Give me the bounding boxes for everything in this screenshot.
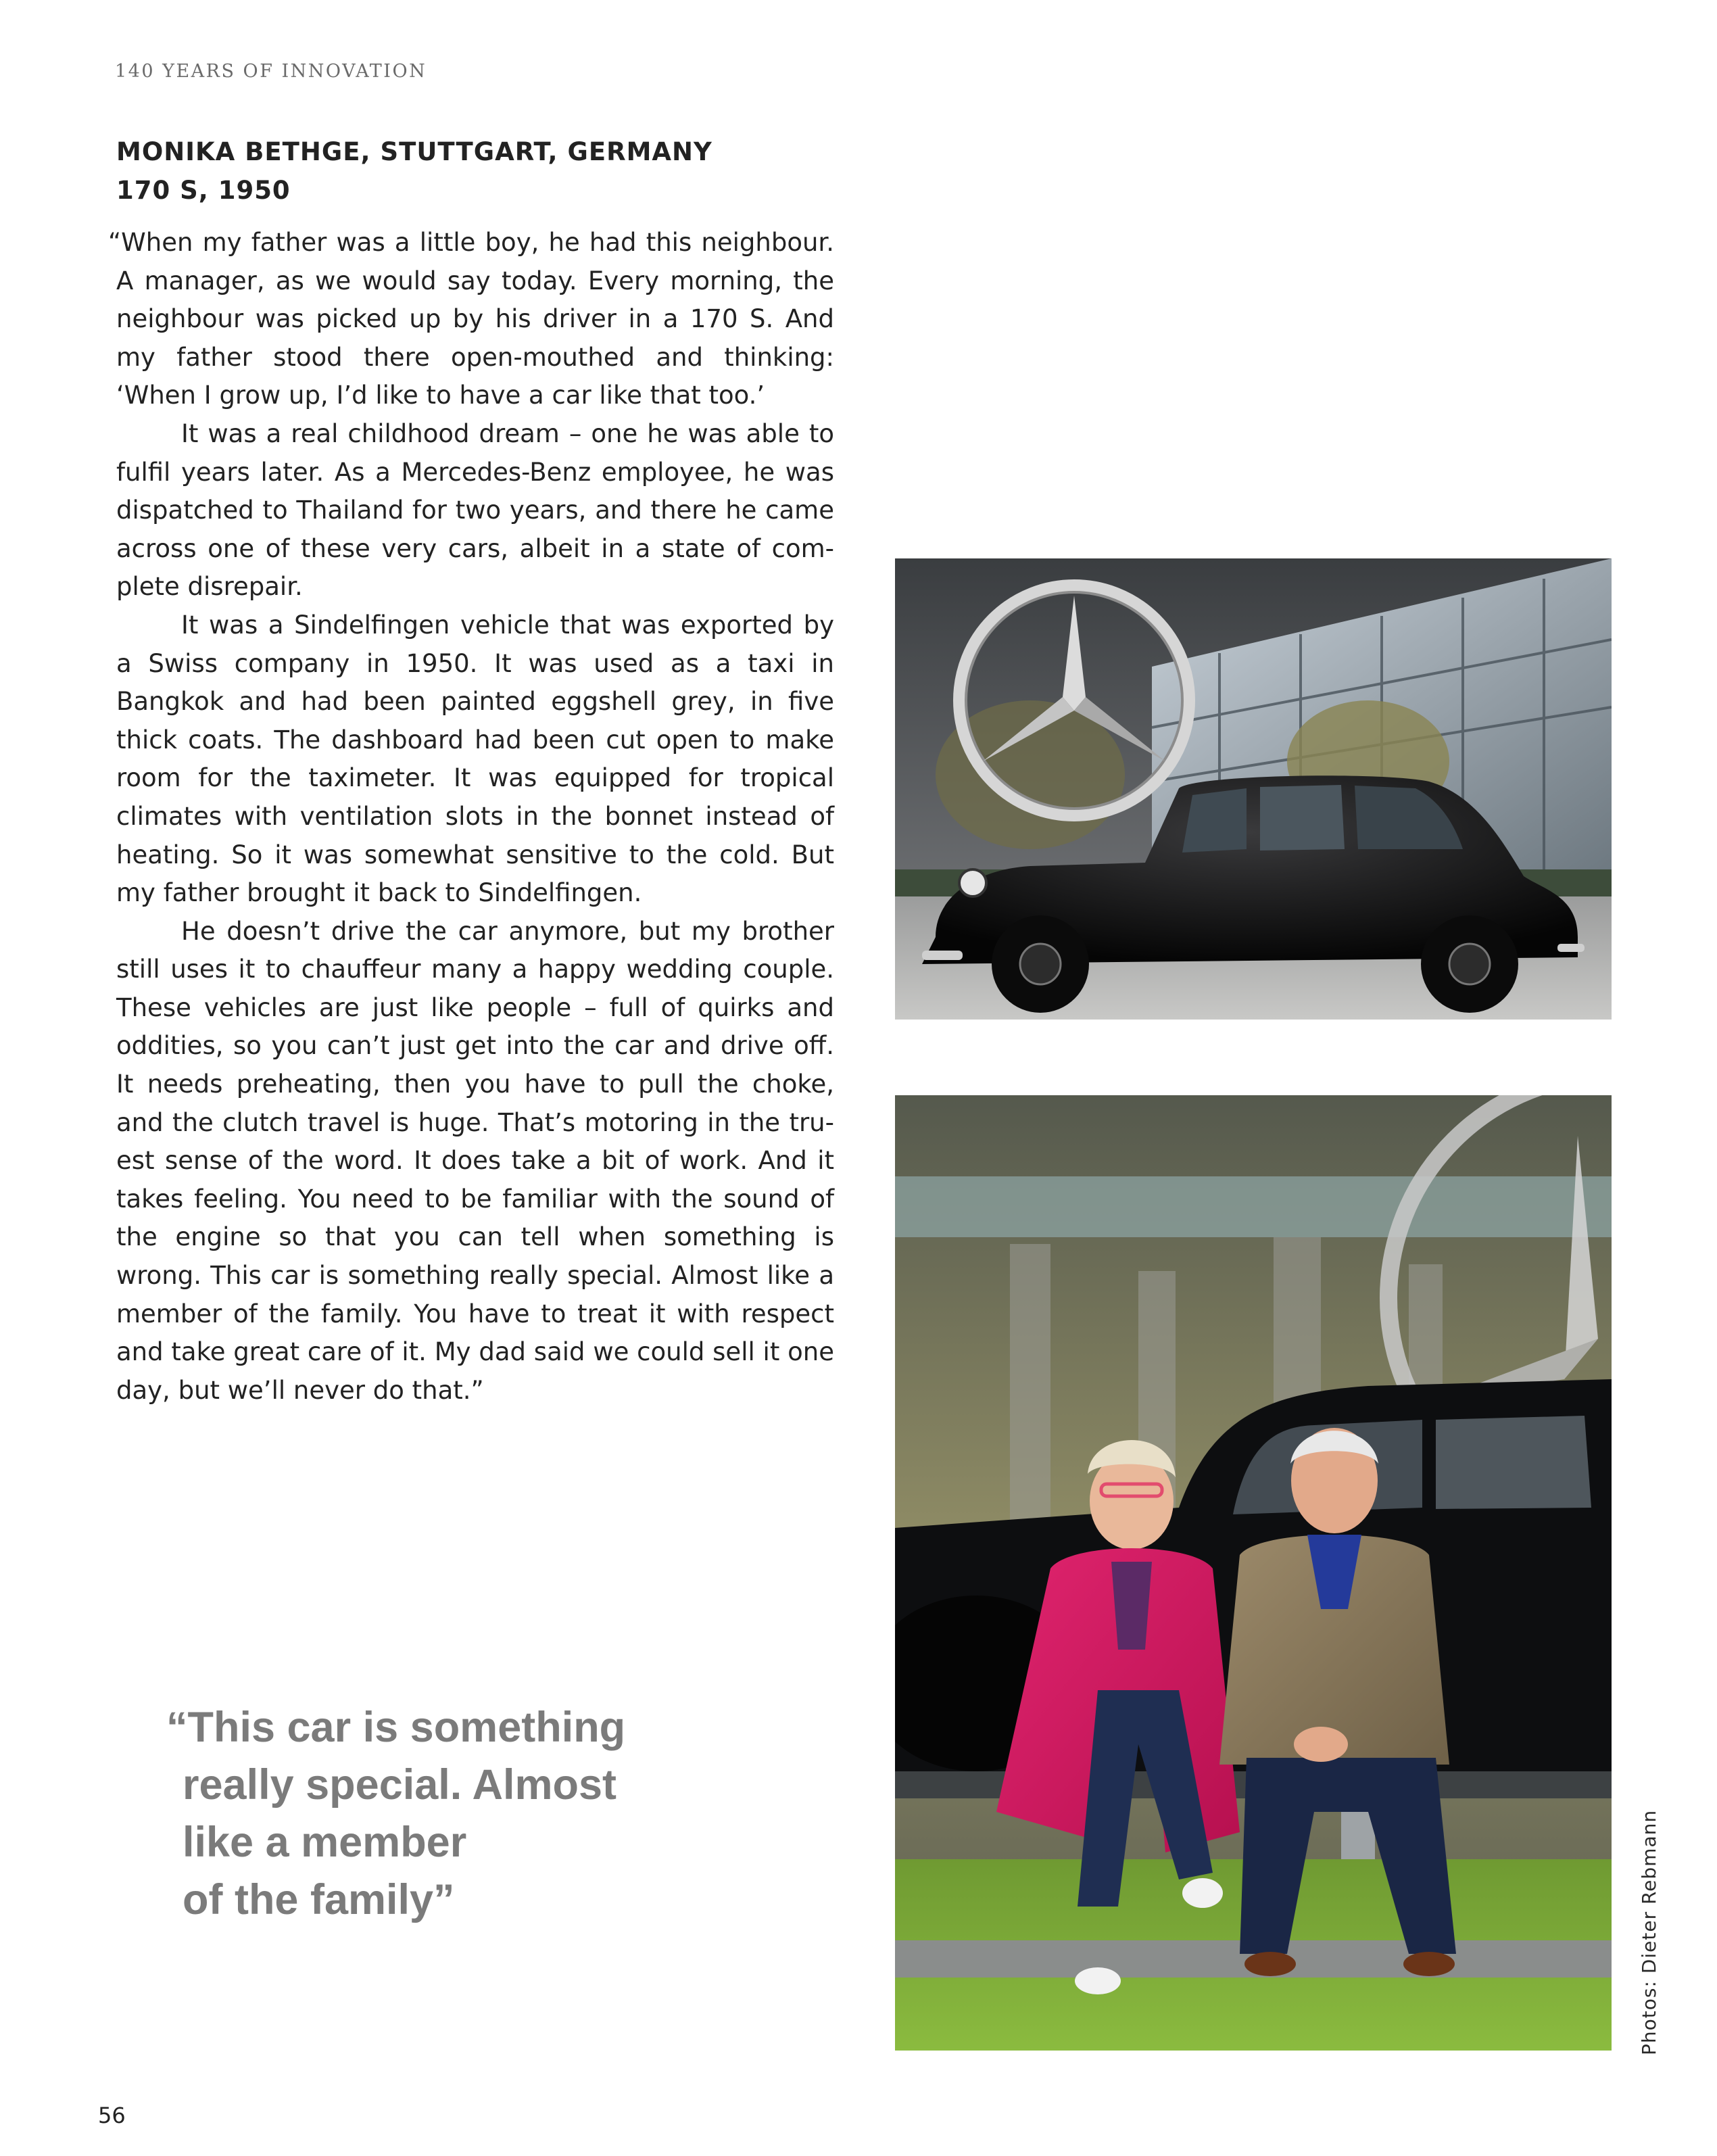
pull-quote xyxy=(166,1699,748,1929)
pull-quote-line: “This car is something xyxy=(166,1704,626,1751)
photo-credit: Photos: Dieter Rebmann xyxy=(1638,1809,1660,2055)
body-paragraph: It was a real childhood dream – one he was able to fulfil years later. As a Mercedes-Benz employee, he was dispatched to Thailand for two years, and there he came across one of these very cars, albeit in a state of complete disrepair. xyxy=(116,418,834,602)
running-head: 140 YEARS OF INNOVATION xyxy=(115,61,427,82)
car-photo xyxy=(895,558,1612,1020)
page-number: 56 xyxy=(98,2103,126,2128)
body-paragraph: It was a Sindelfingen vehicle that was exported by a Swiss company in 1950. It was used as a taxi in Bangkok and had been painted eggshell grey, in five thick coats. The dashboard had been cut open to make room for the taximeter. It was equipped for tropical climates with ventilation slots in the bonnet instead of heating. So it was somewhat sensitive to the cold. But my father brought it back to Sindelfingen. xyxy=(116,610,834,908)
body-paragraph: “When my father was a little boy, he had this neighbour. A manager, as we would say today. Every morning, the neighbour was picked up by his driver in a 170 S. And my father stood there open-mouthed and thinking: ‘When I grow up, I’d like to have a car like that too.’ xyxy=(108,228,834,410)
pull-quote-line: really special. Almost xyxy=(183,1761,616,1808)
byline-person: MONIKA BETHGE, STUTTGART, GERMANY xyxy=(116,137,712,166)
car-photo-image xyxy=(895,558,1612,1020)
couple-photo xyxy=(895,1095,1612,2051)
body-paragraph: He doesn’t drive the car anymore, but my brother still uses it to chauffeur many a happy wedding couple. These vehicles are just like people – full of quirks and oddities, so you can’t just get into the car and drive off. It needs preheating, then you have to pull the choke, and the clutch travel is huge. That’s motoring in the truest sense of the word. It does take a bit of work. And it takes feeling. You need to be familiar with the sound of the engine so that you can tell when something is wrong. This car is something really special. Almost like a member of the family. You have to treat it with respect and take great care of it. My dad said we could sell it one day, but we’ll never do that.” xyxy=(116,916,834,1405)
byline-car: 170 S, 1950 xyxy=(116,176,291,205)
couple-photo-image xyxy=(895,1095,1612,2051)
article-body xyxy=(108,224,834,1410)
byline xyxy=(116,133,712,210)
pull-quote-line: like a member xyxy=(183,1819,467,1866)
pull-quote-line: of the family” xyxy=(183,1876,455,1923)
